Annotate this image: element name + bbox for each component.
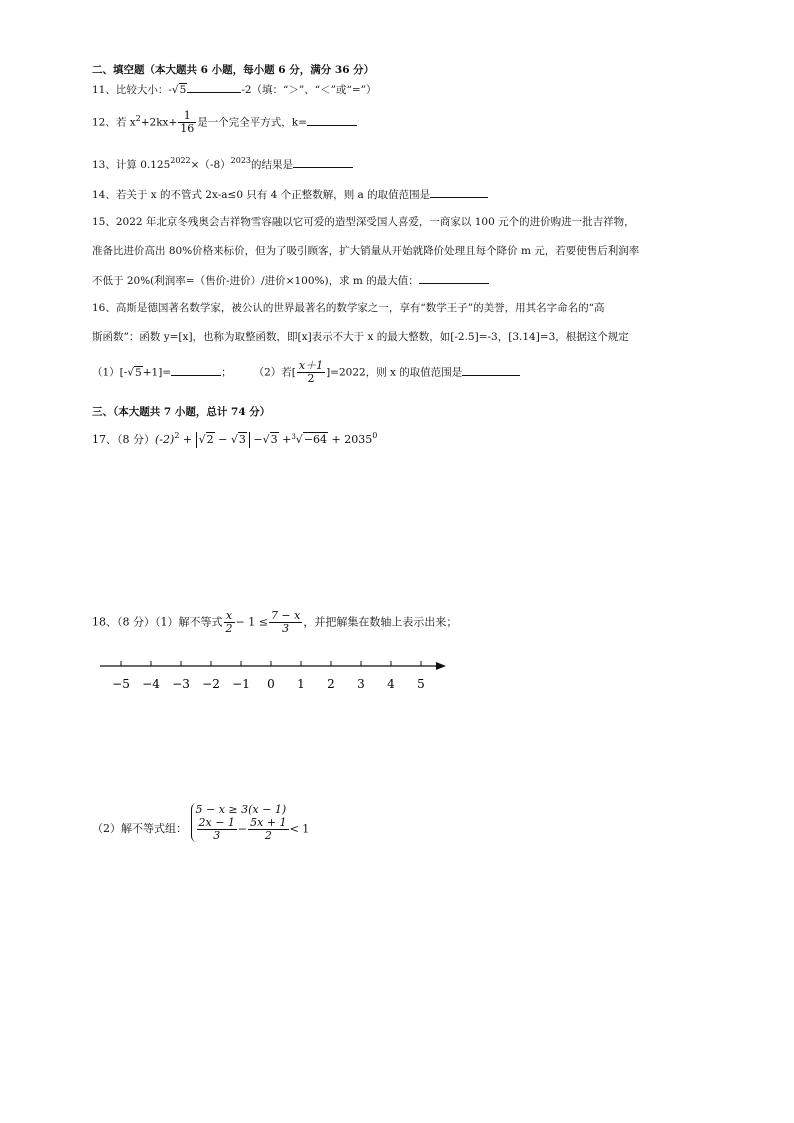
number-line-tick-label: −4 [142,677,160,691]
answer-blank-16-1[interactable] [171,365,221,376]
section-title-fill: 二、填空题（本大题共 6 小题，每小题 6 分，满分 36 分） [92,64,375,76]
question-16-parts: （1）[-√5+1]= ； （2）若[ $\frac{x+1}{2}$ ]=2022，则 x 的取值范围是 [92,360,520,385]
question-14: 14、若关于 x 的不管式 2x-a≤0 只有 4 个正整数解，则 a 的取值范围是 [92,187,488,202]
number-line-tick-label: 4 [387,677,395,691]
question-12: 12、若 $x^2+2kx+$ $\frac{1}{16}$ 是一个完全平方式，k= [92,110,357,135]
number-line-tick-label: 3 [357,677,365,691]
question-18-part-2: （2）解不等式组： 5 − x ≥ 3(x − 1) $\frac{2x - 1}{3}$ − $\frac{5x + 1}{2}$ < 1 [92,803,310,842]
absolute-value: √2 − √3 [196,432,250,448]
number-line-tick-label: −5 [112,677,130,691]
question-18-part-1: 18、（8 分）（1）解不等式 $\frac{x}{2}$ − 1 ≤ $\frac{7 - x}{3}$ ，并把解集在数轴上表示出来； [92,609,458,635]
number-line-tick-label: −1 [232,677,250,691]
answer-blank-14[interactable] [430,187,488,198]
number-line-tick-label: 1 [297,677,305,691]
question-11: 11、比较大小：-√5 -2（填：“＞”、“＜”或“=”） [92,84,377,96]
question-13: 13、计算 $0.125^{2022}\times(-8)^{2023}$的结果是 [92,157,353,173]
answer-blank-11[interactable] [187,82,241,93]
question-15-line-1: 15、2022 年北京冬残奥会吉祥物雪容融以它可爱的造型深受国人喜爱，一商家以 100 元个的进价购进一批吉祥物， [92,216,635,228]
question-15-line-3: 不低于 20%(利润率=（售价-进价）/进价×100%)，求 m 的最大值： [92,273,489,288]
question-15-line-2: 准备比进价高出 80%价格来标价，但为了吸引顾客，扩大销量从开始就降价处理且每个降价 m 元，若要使售后利润率 [92,245,640,257]
answer-blank-13[interactable] [293,157,353,168]
number-line-arrow-icon [436,662,446,670]
number-line-tick-label: −2 [202,677,220,691]
question-16-line-1: 16、高斯是德国著名数学家，被公认的世界最著名的数学家之一，享有“数学王子”的美誉，用其名字命名的“高 [92,302,605,314]
question-17: 17、（8 分）$(-2)^2 + √2 - √3 -√3 +^3√-64 + 2035^0$ [92,431,378,446]
inequality-system: 5 − x ≥ 3(x − 1) $\frac{2x - 1}{3}$ − $\frac{5x + 1}{2}$ < 1 [191,803,310,842]
number-line [96,652,456,696]
section-title-solve: 三、（本大题共 7 小题，总计 74 分） [92,406,271,418]
question-16-line-2: 斯函数”：函数 y=[x]，也称为取整函数，即[x]表示不大于 x 的最大整数，如[-2.5]=-3，[3.14]=3，根据这个规定 [92,331,629,343]
answer-blank-15[interactable] [419,273,489,284]
answer-blank-16-2[interactable] [462,365,520,376]
number-line-tick-label: −3 [172,677,190,691]
number-line-tick-label: 5 [417,677,425,691]
answer-blank-12[interactable] [307,115,357,126]
number-line-tick-label: 2 [327,677,335,691]
number-line-tick-label: 0 [267,677,275,691]
